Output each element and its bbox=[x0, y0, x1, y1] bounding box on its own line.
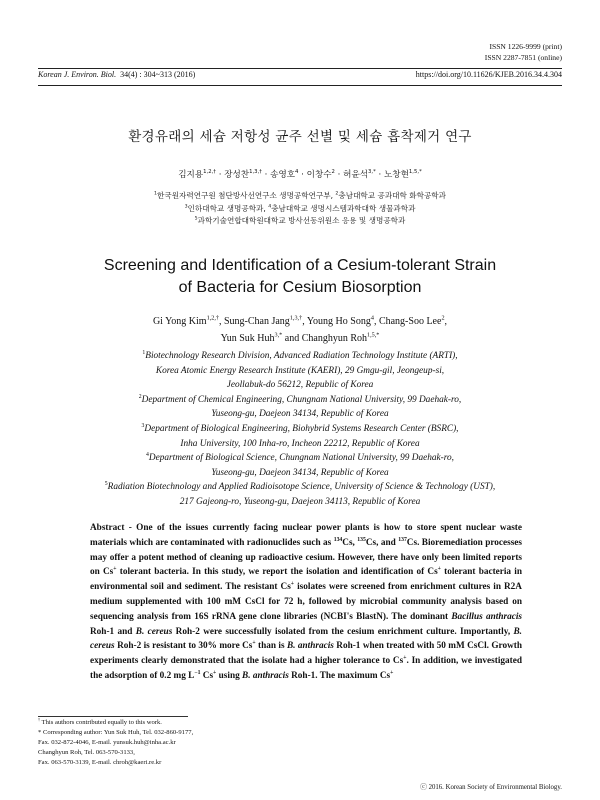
journal-name: Korean J. Environ. Biol. bbox=[38, 70, 117, 79]
affil-text: 충남대학교 공과대학 화학공학과 bbox=[338, 191, 446, 200]
affiliation-ko-line bbox=[0, 190, 600, 203]
abstract-dash: - bbox=[124, 523, 137, 533]
abstract-text: Roh-2 is resistant to 30% more Cs bbox=[114, 641, 253, 652]
author-sep: · bbox=[378, 170, 382, 180]
author-ko: 장성찬 bbox=[224, 170, 250, 180]
footnote bbox=[38, 748, 193, 758]
ion-sup: + bbox=[437, 566, 441, 573]
ion-sup: + bbox=[403, 655, 407, 662]
affil-sup: 5 bbox=[194, 216, 198, 222]
abstract-text: Cs, bbox=[342, 537, 358, 548]
title-korean: 환경유래의 세슘 저항성 균주 선별 및 세슘 흡착제거 연구 bbox=[128, 129, 472, 145]
abstract-text: Cs, and bbox=[365, 537, 399, 548]
ion-sup: + bbox=[390, 669, 394, 676]
affiliation-en-line: Yuseong-gu, Daejeon 34134, Republic of Korea bbox=[211, 409, 389, 420]
abstract-text: Roh-2 were successfully isolated from the cesium enrichment culture. Importantly, bbox=[172, 626, 514, 637]
footnote-text: Changhyun Roh, Tel. 063-570-3133, bbox=[38, 749, 135, 756]
affil-sup: 1 bbox=[142, 349, 146, 356]
affil-sup: 3 bbox=[184, 204, 188, 210]
affil-sup: 2 bbox=[335, 191, 339, 197]
footnote-text: This authors contributed equally to this work. bbox=[40, 719, 162, 726]
affil-text: Department of Biological Science, Chungnam National University, 99 Daehak-ro, bbox=[148, 453, 454, 464]
author-ko-sup: 1,5,* bbox=[408, 169, 422, 176]
affil-text: Department of Chemical Engineering, Chungnam National University, 99 Daehak-ro, bbox=[141, 394, 462, 405]
affil-sup: 1 bbox=[154, 191, 158, 197]
author-ko: 이창수 bbox=[306, 170, 332, 180]
affil-text: Radiation Biotechnology and Applied Radioisotope Science, University of Science & Technology (UST), bbox=[107, 482, 496, 493]
footnote-text: Corresponding author: Yun Suk Huh, Tel. 032-860-9177, bbox=[41, 729, 194, 736]
running-head-journal bbox=[38, 70, 195, 79]
author-sep: , bbox=[218, 316, 224, 327]
author-en-sup: 4 bbox=[370, 314, 374, 322]
author-sep: · bbox=[218, 170, 222, 180]
abstract-text: tolerant bacteria in environmental soil and sediment. The resistant Cs bbox=[90, 567, 522, 593]
unit-sup: −1 bbox=[194, 669, 201, 676]
footnote bbox=[38, 728, 193, 738]
footnote-text: Fax. 032-872-4046, E-mail. yunsuk.huh@inha.ac.kr bbox=[38, 739, 176, 746]
ion-sup: + bbox=[290, 581, 295, 588]
header-rule-top bbox=[38, 68, 562, 69]
species-name: Bacillus anthracis bbox=[451, 611, 522, 622]
affiliation-en-line bbox=[0, 451, 600, 466]
author-sep: · bbox=[301, 170, 304, 180]
footnote bbox=[38, 758, 193, 768]
isotope-sup: 137 bbox=[398, 536, 407, 543]
abstract-text: using bbox=[216, 670, 243, 681]
isotope-sup: 134 bbox=[333, 536, 343, 543]
author-en-sup: 3,* bbox=[274, 331, 283, 339]
abstract-text: Cs bbox=[200, 670, 214, 681]
affil-sup: 2 bbox=[138, 393, 142, 400]
author-en: Changhyun Roh bbox=[301, 333, 367, 344]
affiliation-en-line bbox=[0, 422, 600, 437]
author-ko-sup: 3,* bbox=[368, 169, 376, 176]
affil-sup: 4 bbox=[146, 452, 149, 459]
affiliation-en-line: Jeollabuk-do 56212, Republic of Korea bbox=[226, 380, 374, 391]
author-ko-sup: 2 bbox=[331, 169, 335, 176]
author-ko: 허윤석 bbox=[343, 170, 369, 180]
header-rule-bottom bbox=[38, 85, 562, 86]
ion-sup: + bbox=[252, 640, 256, 647]
author-en-sup: 2 bbox=[441, 314, 445, 322]
authors-korean bbox=[0, 168, 600, 180]
author-ko: 노창현 bbox=[384, 170, 409, 180]
author-en: Sung-Chan Jang bbox=[223, 316, 290, 327]
affiliations-english bbox=[0, 349, 600, 510]
footnote-mark: † bbox=[38, 716, 41, 722]
affiliation-ko-line bbox=[0, 215, 600, 228]
author-ko: 송영호 bbox=[270, 170, 296, 180]
species-name: B. anthracis bbox=[287, 641, 334, 652]
abstract-text: isolates were screened from enrichment cultures in R2A medium supplemented with 100 mM CsCl for 72 h, followed by microbial community analysis based on sequencing analysis from 16S rRNA gene clone libraries (NCBI's BlastN). The dominant bbox=[90, 582, 522, 622]
affil-text: Biotechnology Research Division, Advanced Radiation Technology Institute (ARTI), bbox=[145, 351, 458, 361]
author-ko-sup: 4 bbox=[295, 169, 299, 176]
affiliation-en-line: Inha University, 100 Inha-ro, Incheon 22212, Republic of Korea bbox=[180, 438, 420, 449]
abstract-text: Bioremediation processes may offer a potent method of cleaning up radioactive cesium. However, there have only been limited reports on Cs bbox=[90, 537, 523, 578]
author-sep: , bbox=[444, 316, 448, 327]
author-en: Chang-Soo Lee bbox=[378, 316, 442, 327]
author-en: Young Ho Song bbox=[306, 316, 371, 327]
abstract-text: . In addition, we investigated the adsorption of 0.2 mg L bbox=[90, 656, 522, 681]
footnotes bbox=[38, 718, 193, 768]
author-sep: · bbox=[337, 170, 341, 180]
isotope-sup: 135 bbox=[357, 536, 366, 543]
affil-text: 충남대학교 생명시스템과학대학 생물과학과 bbox=[271, 203, 416, 213]
affil-text: Department of Biological Engineering, Biohybrid Systems Research Center (BSRC), bbox=[144, 423, 459, 434]
issn-online: ISSN 2287-7851 (online) bbox=[484, 53, 562, 62]
abstract-text: Roh-1. The maximum Cs bbox=[288, 670, 391, 681]
footnote bbox=[38, 718, 193, 728]
species-name: B. anthracis bbox=[242, 670, 289, 681]
footnote-text: Fax. 063-570-3139, E-mail. chroh@kaeri.re.kr bbox=[38, 759, 162, 766]
citation: 34(4) : 304~313 (2016) bbox=[120, 70, 196, 79]
doi-link[interactable]: https://doi.org/10.11626/KJEB.2016.34.4.304 bbox=[415, 70, 562, 79]
ion-sup: + bbox=[213, 669, 217, 676]
author-sep: · bbox=[264, 170, 268, 180]
copyright-notice: ⓒ 2016. Korean Society of Environmental Biology. bbox=[420, 784, 562, 791]
author-en-sup: 1,5,* bbox=[367, 331, 380, 339]
species-name: B. cereus bbox=[90, 626, 522, 652]
affil-sup: 4 bbox=[268, 204, 272, 210]
issn-block bbox=[485, 41, 562, 63]
affil-sup: 3 bbox=[141, 422, 145, 429]
author-ko: 김지용 bbox=[178, 170, 204, 180]
author-ko-sup: 1,2,† bbox=[203, 169, 216, 176]
authors-en-line2 bbox=[0, 330, 600, 347]
title-en-line2: of Bacteria for Cesium Biosorption bbox=[178, 279, 422, 296]
affiliation-en-line: 217 Gajeong-ro, Yuseong-gu, Daejeon 34113, Republic of Korea bbox=[179, 496, 421, 507]
abstract-text: One of the issues currently facing nuclear power plants is how to store spent nuclear waste materials which are contaminated with radionuclides such as bbox=[90, 523, 522, 548]
footnote-mark: * bbox=[38, 729, 42, 736]
author-en-sup: 1,3,† bbox=[289, 314, 303, 322]
abstract-text: Roh-1 when treated with 50 mM CsCl. Growth experiments clearly demonstrated that the isolate had a higher tolerance to Cs bbox=[90, 641, 523, 667]
abstract-label: Abstract bbox=[90, 523, 125, 533]
affil-text: 한국원자력연구원 첨단방사선연구소 생명공학연구부, bbox=[157, 191, 336, 200]
affiliation-en-line bbox=[0, 349, 600, 364]
title-english bbox=[0, 255, 600, 299]
abstract-text: than is bbox=[255, 641, 287, 652]
affiliation-en-line: Korea Atomic Energy Research Institute (KAERI), 29 Gmgu-gil, Jeongeup-si, bbox=[155, 365, 445, 376]
affiliation-en-line bbox=[0, 393, 600, 408]
title-en-line1: Screening and Identification of a Cesium-tolerant Strain bbox=[103, 257, 497, 274]
author-sep: , bbox=[302, 316, 307, 327]
issn-print: ISSN 1226-9999 (print) bbox=[489, 42, 562, 51]
affiliation-ko-line bbox=[0, 203, 600, 216]
ion-sup: + bbox=[113, 566, 117, 573]
authors-english bbox=[0, 313, 600, 347]
affiliation-en-line: Yuseong-gu, Daejeon 34134, Republic of Korea bbox=[211, 467, 389, 478]
affiliation-en-line bbox=[0, 480, 600, 495]
abstract-text: tolerant bacteria. In this study, we report the isolation and identification of Cs bbox=[116, 567, 438, 578]
affil-text: 인하대학교 생명공학과, bbox=[187, 203, 269, 213]
footnote-rule bbox=[38, 716, 188, 717]
author-en: Yun Suk Huh bbox=[220, 333, 275, 344]
author-ko-sup: 1,3,† bbox=[249, 169, 262, 176]
abstract-text: Cs. bbox=[406, 537, 420, 548]
species-name: B. cereus bbox=[135, 626, 173, 637]
affiliations-korean bbox=[0, 190, 600, 228]
abstract-text: Roh-1 and bbox=[90, 626, 136, 637]
author-en: Gi Yong Kim bbox=[152, 316, 207, 327]
abstract bbox=[90, 521, 522, 684]
authors-en-line1 bbox=[0, 313, 600, 330]
author-sep: , bbox=[373, 316, 379, 327]
author-en-sup: 1,2,† bbox=[206, 314, 219, 322]
affil-text: 과학기술연합대학원대학교 방사선동위원소 응용 및 생명공학과 bbox=[197, 216, 406, 226]
affil-sup: 5 bbox=[104, 481, 108, 488]
author-sep: and bbox=[282, 333, 302, 344]
footnote bbox=[38, 738, 193, 748]
